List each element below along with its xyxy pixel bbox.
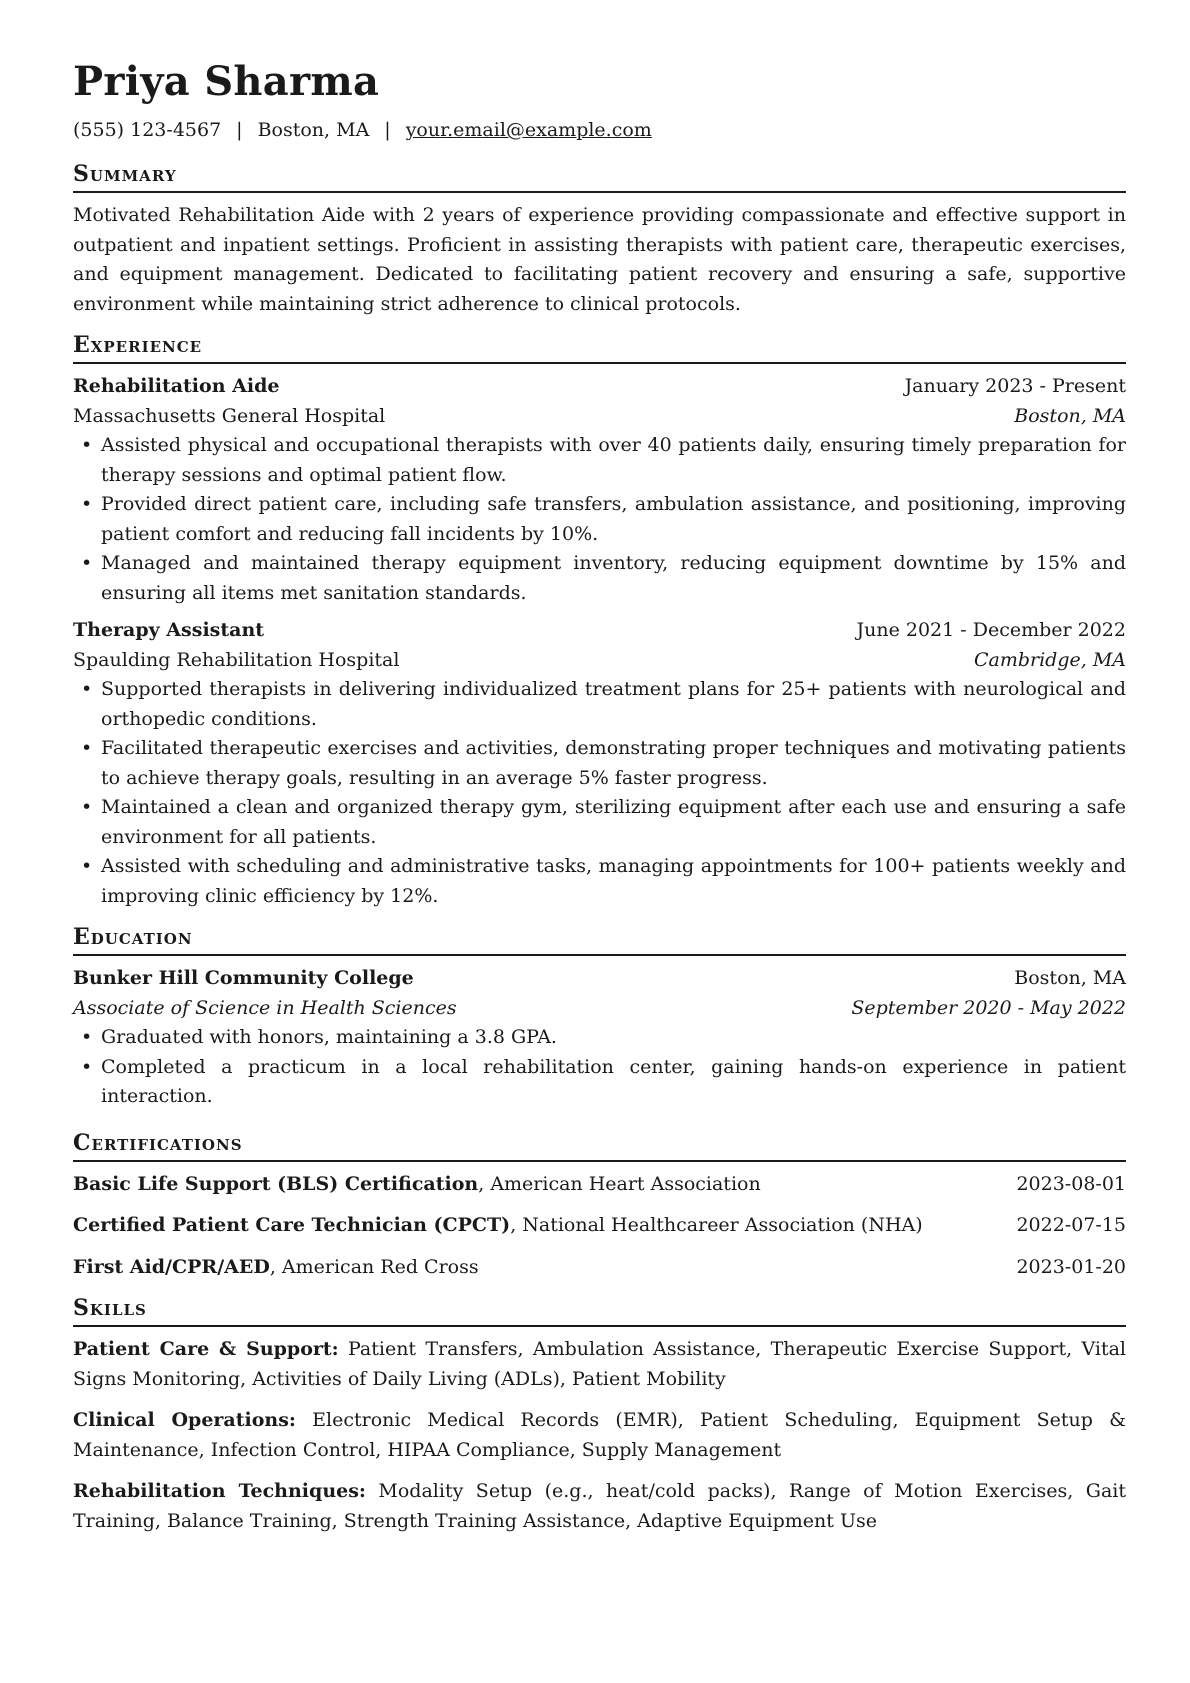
cert-text (73, 1211, 923, 1241)
job-entry (73, 616, 1126, 911)
list-item (73, 1053, 1126, 1112)
job-dates: June 2021 - December 2022 (856, 619, 1126, 641)
list-item (73, 431, 1126, 490)
bullet-text: Facilitated therapeutic exercises and activities, demonstrating proper techniques and motivating patients to achieve therapy goals, resulting in an average 5% faster progress. (101, 737, 1126, 789)
bullet-icon: • (81, 1055, 93, 1078)
bullet-text: Supported therapists in delivering individualized treatment plans for 25+ patients with neurological and orthopedic conditions. (101, 678, 1126, 730)
cert-issuer: , American Red Cross (269, 1255, 479, 1278)
cert-name: Certified Patient Care Technician (CPCT) (73, 1214, 511, 1236)
list-item (73, 1023, 1126, 1053)
summary-section (73, 159, 1126, 319)
cert-date: 2023-08-01 (1016, 1172, 1126, 1195)
job-subheader (73, 646, 1126, 676)
skill-label: Clinical Operations: (73, 1409, 296, 1431)
education-subheader (73, 994, 1126, 1024)
job-company: Massachusetts General Hospital (73, 404, 386, 427)
summary-text: Motivated Rehabilitation Aide with 2 years of experience providing compassionate and effective support in outpatient and inpatient settings. Proficient in assisting therapists with patient care, therapeutic exercises, and equipment management. Dedicated to facilitating patient recovery and ensuring a safe, supportive environment while maintaining strict adherence to clinical protocols. (73, 204, 1126, 315)
cert-name: First Aid/CPR/AED (73, 1255, 270, 1278)
location: Boston, MA (257, 119, 370, 141)
cert-issuer: , National Healthcareer Association (NHA) (510, 1214, 923, 1236)
bullet-text: Assisted with scheduling and administrative tasks, managing appointments for 100+ patients weekly and improving clinic efficiency by 12%. (101, 855, 1126, 907)
bullet-text: Graduated with honors, maintaining a 3.8 GPA. (101, 1026, 557, 1048)
skill-list: Modality Setup (e.g., heat/cold packs), Range of Motion Exercises, Gait Training, Balance Training, Strength Training Assistance, Adaptive Equipment Use (73, 1480, 1126, 1532)
job-bullets (73, 675, 1126, 911)
bullet-text: Maintained a clean and organized therapy gym, sterilizing equipment after each use and ensuring a safe environment for all patients. (101, 796, 1126, 848)
education-bullets (73, 1023, 1126, 1112)
list-item (73, 549, 1126, 608)
cert-issuer: , American Heart Association (478, 1172, 761, 1195)
job-role: Therapy Assistant (73, 619, 265, 641)
cert-text (73, 1170, 761, 1200)
cert-name: Basic Life Support (BLS) Certification (73, 1172, 479, 1195)
job-subheader (73, 402, 1126, 432)
cert-row (73, 1170, 1126, 1200)
job-company: Spaulding Rehabilitation Hospital (73, 648, 400, 671)
separator: | (236, 119, 243, 141)
job-bullets (73, 431, 1126, 608)
bullet-text: Managed and maintained therapy equipment inventory, reducing equipment downtime by 15% and ensuring all items met sanitation standards. (101, 552, 1126, 604)
section-title-summary: Summary (73, 159, 1126, 193)
bullet-icon: • (81, 737, 93, 759)
school-name: Bunker Hill Community College (73, 967, 414, 989)
job-entry (73, 372, 1126, 608)
list-item (73, 490, 1126, 549)
cert-text (73, 1253, 479, 1283)
bullet-icon: • (81, 796, 93, 818)
job-location: Cambridge, MA (973, 648, 1126, 671)
skill-list: Patient Transfers, Ambulation Assistance, Therapeutic Exercise Support, Vital Signs Monitoring, Activities of Daily Living (ADLs), Patient Mobility (73, 1338, 1126, 1390)
skill-label: Rehabilitation Techniques: (73, 1480, 366, 1502)
cert-date: 2022-07-15 (1016, 1214, 1126, 1236)
bullet-text: Provided direct patient care, including safe transfers, ambulation assistance, and positioning, improving patient comfort and reducing fall incidents by 10%. (101, 493, 1126, 545)
skill-list: Electronic Medical Records (EMR), Patient Scheduling, Equipment Setup & Maintenance, Infection Control, HIPAA Compliance, Supply Management (73, 1409, 1126, 1461)
degree: Associate of Science in Health Sciences (73, 996, 457, 1019)
list-item (73, 734, 1126, 793)
cert-row (73, 1253, 1126, 1283)
skill-group (73, 1477, 1126, 1536)
job-dates: January 2023 - Present (904, 375, 1126, 397)
cert-row (73, 1211, 1126, 1241)
job-header (73, 616, 1126, 646)
email-link[interactable]: your.email@example.com (405, 119, 652, 141)
list-item (73, 675, 1126, 734)
section-title-education: Education (73, 922, 1126, 956)
bullet-icon: • (81, 1026, 93, 1048)
experience-section (73, 330, 1126, 911)
list-item (73, 793, 1126, 852)
bullet-icon: • (81, 678, 93, 700)
education-dates: September 2020 - May 2022 (851, 996, 1126, 1019)
bullet-icon: • (81, 552, 93, 574)
education-section (73, 922, 1126, 1112)
bullet-icon: • (81, 493, 93, 515)
job-location: Boston, MA (1014, 404, 1126, 427)
section-title-skills: Skills (73, 1293, 1126, 1327)
skill-group (73, 1406, 1126, 1465)
section-title-experience: Experience (73, 330, 1126, 364)
bullet-icon: • (81, 855, 93, 877)
skill-group (73, 1335, 1126, 1394)
school-location: Boston, MA (1014, 967, 1126, 989)
certifications-section (73, 1128, 1126, 1283)
section-title-certifications: Certifications (73, 1128, 1126, 1162)
cert-date: 2023-01-20 (1016, 1255, 1126, 1278)
skill-label: Patient Care & Support: (73, 1338, 339, 1360)
skills-section (73, 1293, 1126, 1536)
bullet-text: Assisted physical and occupational therapists with over 40 patients daily, ensuring timely preparation for therapy sessions and optimal patient flow. (101, 434, 1126, 486)
phone: (555) 123-4567 (73, 119, 222, 141)
list-item (73, 852, 1126, 911)
separator: | (384, 119, 391, 141)
bullet-text: Completed a practicum in a local rehabilitation center, gaining hands-on experience in patient interaction. (101, 1055, 1126, 1107)
resume-page (73, 56, 1126, 1548)
candidate-name: Priya Sharma (73, 58, 380, 105)
contact-line (73, 117, 1126, 143)
job-role: Rehabilitation Aide (73, 375, 280, 397)
bullet-icon: • (81, 434, 93, 456)
job-header (73, 372, 1126, 402)
education-header (73, 964, 1126, 994)
